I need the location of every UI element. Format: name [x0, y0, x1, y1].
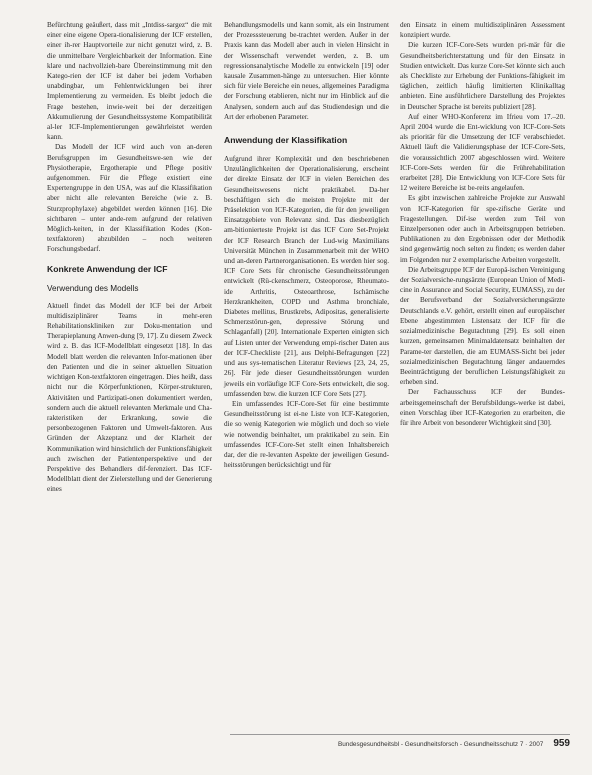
- paragraph: Befürchtung geäußert, dass mit „Intdiss-sargez“ die mit einer eine eigene Opera-tionalisierung der ICF erstellen, einer ih-rer Hauptvorteile zur nicht genutzt wird, z. B. die unmittelbare Vergleichbarkeit der Information. Eine klare und nachvollzieh-bare Übereinstimmung mit den Katego-rien der ICF ist daher bei jedem Vorhaben unabdingbar, um Fehlentwicklungen bei ihrer Implementierung zu vermeiden. Es bleibt jedoch die Frage bestehen, inwie-weit bei der derzeitigen Akkumulierung der Gesundheitssysteme Kompatibilität al-ler ICF-Implementierungen gewährleistet werden kann.: [47, 21, 212, 142]
- text-column-3: [400, 20, 565, 428]
- paragraph: Es gibt inzwischen zahlreiche Projekte zur Auswahl von ICF-Kategorien für spe-zifische Geräte und Fragestellungen. Dif-ise werden zum Teil von Einzelpersonen oder auch in Arbeitsgruppen betrieben. Publikationen zu den Ergebnissen oder der Methodik sind gegenwärtig noch selten zu finden; es werden daher im Folgenden nur 2 exemplarische Arbeiten vorgestellt.: [400, 194, 565, 264]
- paragraph: Behandlungsmodells und kann somit, als ein Instrument der Prozesssteuerung be-trachtet werden. Außer in der Praxis kann das Modell aber auch in vielen Hinsicht in der Wissenschaft verwendet werden, z. B. um regressionsanalytische Modelle zu entwickeln [19] oder kausale Zusammen-hänge zu untersuchen. Hier könnte sich für viele Bereiche ein neues, allgemeines Paradigma der Forschung etablieren, nicht nur im Hinblick auf die Analysen, sondern auch auf das Studiendesign und die Art der erhobenen Parameter.: [224, 21, 389, 121]
- section-heading: Anwendung der Klassifikation: [224, 135, 348, 146]
- paragraph: Die kurzen ICF-Core-Sets wurden pri-mär für die Gesundheitsberichterstattung und für den Einsatz in Studien entwickelt. Das kurze Core-Set könnte sich auch als Checkliste zur Erhebung der Funktions-fähigkeit im täglichen, zeitlich häufig limitierten Klinikalltag anbieten. Eine ausführlichere Darstellung des Projektes in Deutscher Sprache ist bereits publiziert [28].: [400, 41, 565, 111]
- page-number: 959: [553, 738, 570, 749]
- page-footer: [230, 738, 570, 752]
- footer-rule: [230, 734, 570, 735]
- text-column-1: [47, 20, 212, 495]
- paragraph: Aktuell findet das Modell der ICF bei der Arbeit multidisziplinärer Teams in mehr-eren Rehabilitationskliniken zur Doku-mentation und Therapieplanung Anwen-dung [9, 17]. Zu diesem Zweck wird z. B. das ICF-Modellblatt eingesetzt [18]. In das Modell blatt werden die relevanten Infor-mationen über den Patienten und die in seiner aktuellen Situation wichtigen Kon-textfaktoren eingetragen. Dies heißt, dass nicht nur die Körperfunktionen, Körper-strukturen, Aktivitäten und Partizipati-onen dokumentiert werden, sondern auch die aktuell relevanten Merkmale und Cha-rakteristiken der Erkrankung, sowie die personbezogenen Faktoren und Umwelt-faktoren. Aus Gründen der Akzeptanz und der Klarheit der Kommunikation wird hinsichtlich der Funktionsfähigkeit auch zwischen der Patientenperspektive und der Perspektive des Behandlers dif-ferenziert. Das ICF-Modellblatt dient der Zielerstellung und der Generierung eines: [47, 301, 212, 494]
- paragraph: Die Arbeitsgruppe ICF der Europä-ischen Vereinigung der Sozialversiche-rungsärzte (European Union of Medi-cine in Assurance and Social Security, EUMASS), zu der der Berufsverband der Sozialversicherungsärzte Deutschlands e.V. gehört, erstellt einen auf europäischer Ebene abgestimmten Listensatz der ICF für die sozialmedizinische Begutachtung [29]. Es soll einen kurzen, gemeinsamen Minimaldatensatz beinhalten der Parame-ter darstellen, die am EUMASS-Sicht bei jeder sozialmedizinischen Begutachtung länger andauerndes Beeinträchtigung der beruflichen Leistungsfähigkeit zu erheben sind.: [400, 265, 565, 387]
- subsection-heading: Verwendung des Modells: [47, 283, 139, 293]
- paragraph: den Einsatz in einem multidisziplinären Assessment konzipiert wurde.: [400, 21, 565, 40]
- paragraph: Aufgrund ihrer Komplexität und den beschriebenen Unzulänglichkeiten der Operationalisierung, erscheint der direkte Einsatz der ICF in vielen Bereichen des Gesundheitswesens nicht praktikabel. Da-her beschäftigen sich die meisten Projekte mit der Präselektion von ICF-Kategorien, die für den jeweiligen Einsatzgebiete von Relevanz sind. Das diesbezüglich am-bitionierteste Projekt ist das ICF Core Set-Projekt der ICF Research Branch der Lud-wig Maximilians Universität München in Zusammenarbeit mit der WHO und an-deren Partnerorganisationen. Es werden hier sog. ICF Core Sets für chronische Gesundheitsstörungen entwickelt (Rü-ckenschmerz, Osteoporose, Rheumato-ide Arthritis, Osteoarthrose, Ischämische Herzkrankheiten, COPD und Asthma bronchiale, Diabetes mellitus, Brustkrebs, Adipositas, generalisierte Schmerzstörun-gen, depressive Störung und Schlaganfall) [20]. Internationale Experten einigten sich auf Listen unter der Verwendung empi-rischer Daten aus der ICF-Checkliste [21], aus Delphi-Befragungen [22] und aus sys-tematischen Literatur Reviews [23, 24, 25, 26]. Für jede dieser Gesundheitsstörungen wurden jeweils ein vorläufige ICF Core-Sets entwickelt, die sog. umfassenden bzw. die kurzen ICF Core Sets [27].: [224, 155, 389, 398]
- paragraph: Auf einer WHO-Konferenz im Ifrieu vom 17.–20. April 2004 wurde die Ent-wicklung von ICF-Core-Sets als prioritär für die Umsetzung der ICF verabschiedet. Aktuell läuft die Validierungsphase der ICF-Core-Sets, die voraussichtlich 2007 abgeschlossen wird. Weitere ICF-Core-Sets werden für die Frührehabilitation erarbeitet [28]. Die Entwicklung von ICF-Core Sets für 12 weitere Bereiche ist be-reits angelaufen.: [400, 112, 565, 193]
- section-heading: Konkrete Anwendung der ICF: [47, 263, 168, 274]
- text-column-2: [224, 20, 389, 470]
- paragraph: Der Fachausschuss ICF der Bundes-arbeitsgemeinschaft der Berufsbildungs-werke ist dabei, einen Vorschlag über ICF-Kategorien zu erarbeiten, die für ihre Arbeit von besonderer Wichtigkeit sind [30].: [400, 388, 565, 427]
- paragraph: Ein umfassendes ICF-Core-Set für eine bestimmte Gesundheitsstörung ist ei-ne Liste von ICF-Kategorien, die so wenig Kategorien wie möglich und doch so viele wie notwendig beinhaltet, um praktikabel zu sein. Ein umfassendes ICF-Core-Set stellt einen Inhaltsbereich dar, der die re-levanten Aspekte der jeweiligen Gesund-heitsstörungen berücksichtigt und für: [224, 399, 389, 470]
- paragraph: Das Modell der ICF wird auch von an-deren Berufsgruppen im Gesundheitswe-sen wie der Physiotherapie, Ergotherapie und Pflege positiv aufgenommen. Für die Pflege existiert eine Expertengruppe in den USA, was auf die Klassifikation aber nicht alle relevanten Bereiche (wie z. B. Sturzprophylaxe) abgebildet werden können [16]. Die sichtbaren – unter ande-rem aufgrund der relativen Möglich-keiten, in der Klassifikation Kodes (Kon-textfaktoren) abzubilden – noch weiteren Forschungsbedarf.: [47, 143, 212, 254]
- journal-citation: Bundesgesundheitsbl - Gesundheitsforsch - Gesundheitsschutz 7 · 2007: [337, 741, 544, 748]
